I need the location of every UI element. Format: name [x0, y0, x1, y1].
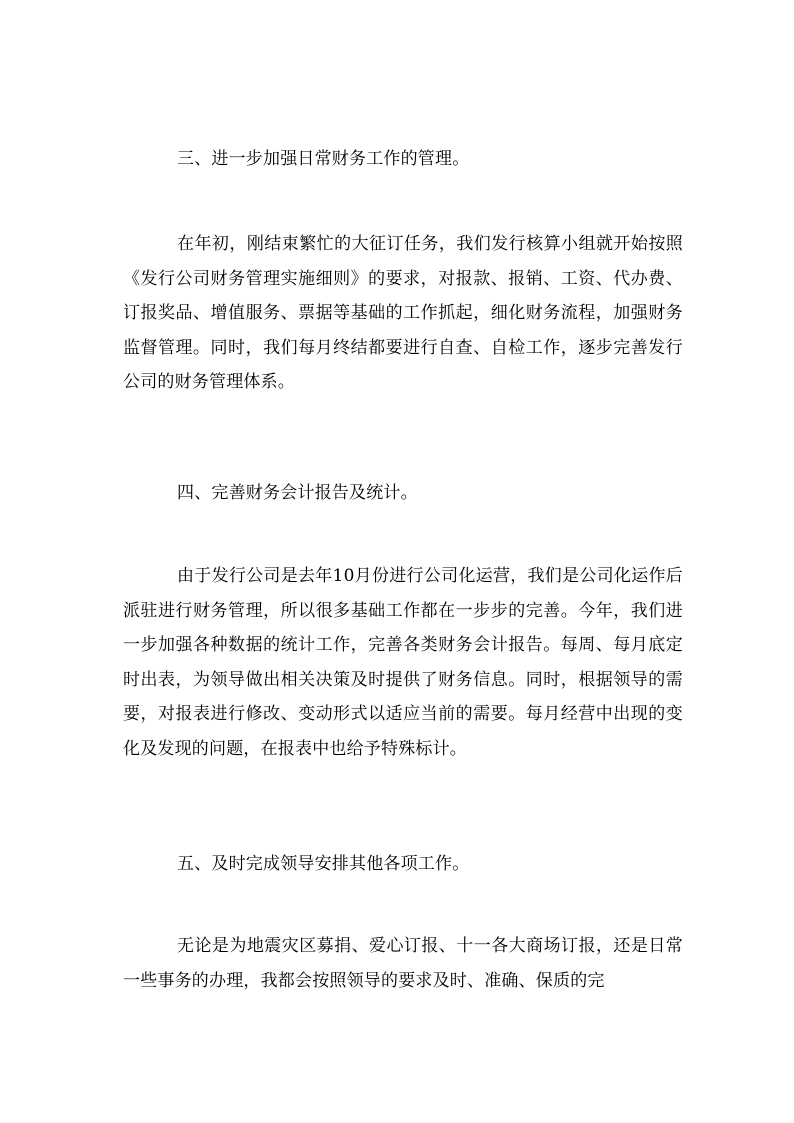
section-4-heading: 四、完善财务会计报告及统计。 — [177, 483, 418, 503]
section-4-body: 由于发行公司是去年10月份进行公司化运营，我们是公司化运作后派驻进行财务管理，所以很多基础工作都在一步步的完善。今年，我们进一步加强各种数据的统计工作，完善各类财务会计报告。每周、每月底定时出表，为领导做出相关决策及时提供了财务信息。同时，根据领导的需要，对报表进行修改、变动形式以适应当前的需要。每月经营中出现的变化及发现的问题，在报表中也给予特殊标计。 — [123, 566, 683, 759]
section-5-body: 无论是为地震灾区募捐、爱心订报、十一各大商场订报，还是日常一些事务的办理，我都会按照领导的要求及时、准确、保质的完 — [123, 936, 683, 991]
section-3-body: 在年初，刚结束繁忙的大征订任务，我们发行核算小组就开始按照《发行公司财务管理实施细则》的要求，对报款、报销、工资、代办费、订报奖品、增值服务、票据等基础的工作抓起，细化财务流程，加强财务监督管理。同时，我们每月终结都要进行自查、自检工作，逐步完善发行公司的财务管理体系。 — [123, 234, 683, 393]
section-5-heading: 五、及时完成领导安排其他各项工作。 — [177, 854, 470, 874]
section-3-heading: 三、进一步加强日常财务工作的管理。 — [177, 149, 470, 169]
